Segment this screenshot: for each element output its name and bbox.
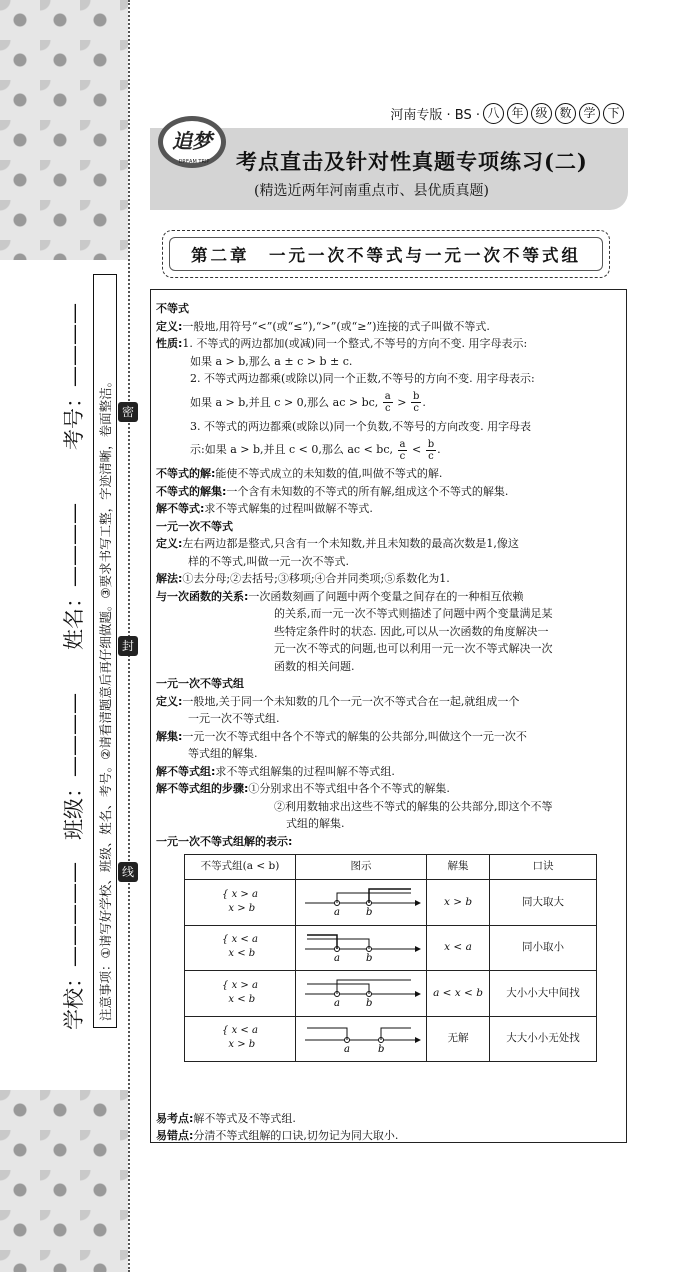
relation-cont: 函数的相关问题. — [274, 659, 355, 673]
definition: 定义:一般地,用符号“<”(或“≤”),“>”(或“≥”)连接的式子叫做不等式. — [156, 319, 490, 333]
table-header: 图示 — [296, 855, 427, 880]
number-line-diagram — [301, 881, 421, 917]
table-row: { x < a x < b a b x < a 同小取小 — [185, 925, 597, 971]
table-row: { x < a x > b a b 无解 大大小小无处找 — [185, 1016, 597, 1062]
table-row: { x > a x < b a b a < x < b 大小小大中间找 — [185, 971, 597, 1017]
edition-text: 河南专版 · BS · — [390, 108, 480, 123]
system-solution-set: 解集:一元一次不等式组中各个不等式的解集的公共部分,叫做这个一元一次不 — [156, 729, 527, 743]
rhyme-cell: 大大小小无处找 — [490, 1016, 597, 1062]
page-title: 考点直击及针对性真题专项练习(二) — [236, 149, 588, 174]
decorative-lace-top — [0, 0, 128, 260]
system-solution-set-cont: 等式组的解集. — [188, 747, 258, 760]
grade-char: 数 — [555, 103, 576, 124]
property-2-formula: 如果 a > b,并且 c > 0,那么 ac > bc, $\frac{a}{c}$ > $\frac{b}{c}$ . — [190, 391, 426, 414]
exam-number-field: 考号：———— — [62, 303, 86, 450]
chapter-banner — [162, 230, 610, 278]
series-label — [390, 103, 624, 124]
linear-definition-cont: 样的不等式,叫做一元一次不等式. — [188, 554, 349, 568]
step-2-cont: 式组的解集. — [286, 817, 345, 830]
name-field: 姓名：———— — [62, 503, 86, 650]
brand-logo — [154, 108, 228, 172]
table-header: 不等式组(a < b) — [185, 855, 296, 880]
grade-char: 学 — [579, 103, 600, 124]
method: 解法:①去分母;②去括号;③移项;④合并同类项;⑤系数化为1. — [156, 572, 450, 585]
page-header — [150, 100, 628, 210]
relation-function: 与一次函数的关系:一次函数刻画了问题中两个变量之间存在的一种相互依赖 — [156, 589, 524, 603]
number-line-diagram — [301, 972, 421, 1008]
number-line-diagram — [301, 927, 421, 963]
decorative-lace-bottom — [0, 1090, 128, 1272]
table-header: 解集 — [427, 855, 490, 880]
solution-cell: 无解 — [427, 1016, 490, 1062]
property-3-formula: 示:如果 a > b,并且 c < 0,那么 ac < bc, $\frac{a}{c}$ < $\frac{b}{c}$ . — [190, 438, 441, 462]
solution-cell: a < x < b — [427, 971, 490, 1017]
system-table — [184, 854, 597, 1062]
table-header: 口诀 — [490, 855, 597, 880]
school-field: 学校：————— — [62, 862, 86, 1030]
relation-cont: 元一次不等式的问题,也可以利用一元一次不等式解决一次 — [274, 642, 553, 655]
solution-set-def: 不等式的解集:一个含有未知数的不等式的所有解,组成这个不等式的解集. — [156, 484, 509, 498]
section-heading: 不等式 — [156, 302, 189, 315]
error-point: 易错点:分清不等式组解的口诀,切勿记为同大取小. — [156, 1129, 399, 1142]
section-heading: 一元一次不等式 — [156, 519, 233, 533]
logo-subtext: DREAM TRIP — [178, 159, 210, 165]
axis-label-b: b — [366, 998, 373, 1008]
steps: 解不等式组的步骤:①分别求出不等式组中各个不等式的解集. — [156, 782, 450, 795]
seal-feng: 封 — [118, 636, 138, 656]
system-definition: 定义:一般地,关于同一个未知数的几个一元一次不等式合在一起,就组成一个 — [156, 694, 520, 708]
axis-label-a: a — [334, 907, 340, 917]
property-1: 性质:1. 不等式的两边都加(或减)同一个整式,不等号的方向不变. 用字母表示: — [156, 337, 528, 350]
rhyme-cell: 同大取大 — [490, 880, 597, 926]
rhyme-cell: 大小小大中间找 — [490, 971, 597, 1017]
relation-cont: 些特定条件时的状态. 因此,可以从一次函数的角度解决一 — [274, 624, 549, 638]
axis-label-a: a — [344, 1043, 350, 1054]
seal-mi: 密 — [118, 402, 138, 422]
linear-definition: 定义:左右两边都是整式,只含有一个未知数,并且未知数的最高次数是1,像这 — [156, 537, 519, 550]
grade-char: 级 — [531, 103, 552, 124]
solve-system: 解不等式组:求不等式组解集的过程叫解不等式组. — [156, 764, 395, 778]
step-2: ②利用数轴求出这些不等式的解集的公共部分,即这个不等 — [274, 799, 553, 813]
grade-char: 年 — [507, 103, 528, 124]
system-definition-cont: 一元一次不等式组. — [188, 712, 280, 725]
footer-notes — [156, 1110, 398, 1144]
number-line-diagram — [301, 1018, 421, 1054]
relation-cont: 的关系,而一元一次不等式则描述了问题中两个变量满足某 — [274, 607, 553, 620]
seal-xian: 线 — [118, 862, 138, 882]
table-row: { x > a x > b a b x > b 同大取大 — [185, 880, 597, 926]
grade-char: 八 — [483, 103, 504, 124]
axis-label-a: a — [334, 952, 340, 963]
notice-text: 注意事项：①请写好学校、班级、姓名、考号。②请看清题意后再仔细做题。③要求书写工整，字迹清晰，卷面整洁。 — [93, 274, 117, 1028]
solution-cell: x < a — [427, 925, 490, 971]
knowledge-content — [156, 300, 618, 1062]
axis-label-a: a — [334, 998, 340, 1008]
axis-label-b: b — [378, 1043, 385, 1054]
property-2: 2. 不等式两边都乘(或除以)同一个正数,不等号的方向不变. 用字母表示: — [190, 372, 535, 385]
solution-def: 不等式的解:能使不等式成立的未知数的值,叫做不等式的解. — [156, 467, 443, 480]
property-3: 3. 不等式的两边都乘(或除以)同一个负数,不等号的方向改变. 用字母表 — [190, 419, 532, 433]
solve-def: 解不等式:求不等式解集的过程叫做解不等式. — [156, 502, 373, 515]
section-heading: 一元一次不等式组 — [156, 677, 244, 690]
rhyme-cell: 同小取小 — [490, 925, 597, 971]
table-heading: 一元一次不等式组解的表示: — [156, 834, 293, 848]
grade-char: 下 — [603, 103, 624, 124]
page-subtitle: (精选近两年河南重点市、县优质真题) — [254, 183, 489, 199]
logo-text: 追梦 — [172, 129, 212, 153]
axis-label-b: b — [366, 952, 373, 963]
property-1-formula: 如果 a > b,那么 a ± c > b ± c. — [190, 354, 353, 368]
easy-point: 易考点:解不等式及不等式组. — [156, 1112, 296, 1125]
axis-label-b: b — [366, 907, 373, 917]
binding-margin — [60, 250, 112, 1030]
chapter-title: 第二章 一元一次不等式与一元一次不等式组 — [191, 246, 581, 265]
solution-cell: x > b — [427, 880, 490, 926]
class-field: 班级：———— — [62, 693, 86, 840]
knowledge-box — [150, 289, 627, 1143]
